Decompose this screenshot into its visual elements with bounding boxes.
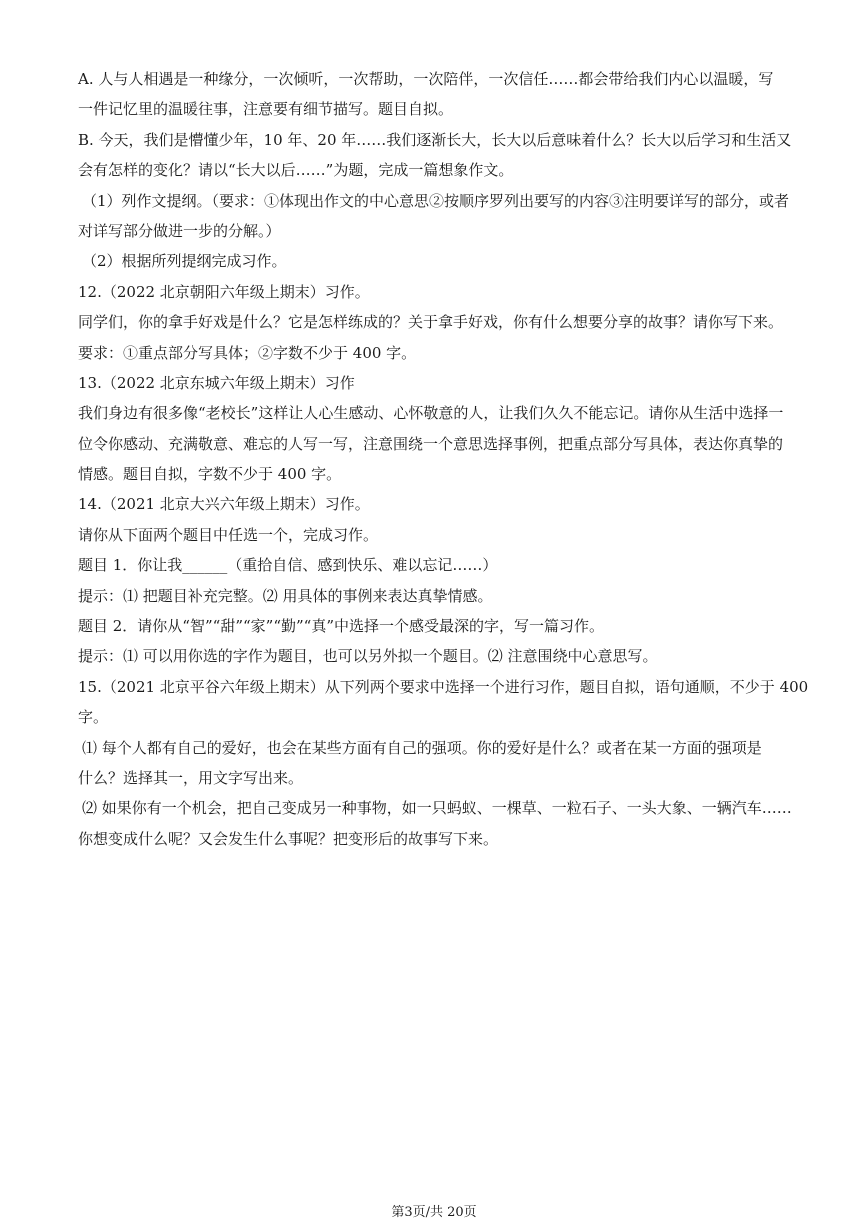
text-line: ⑴ 每个人都有自己的爱好，也会在某些方面有自己的强项。你的爱好是什么？或者在某一方面的强项是 xyxy=(82,738,762,757)
text-line: 一件记忆里的温暖往事，注意要有细节描写。题目自拟。 xyxy=(78,100,454,119)
text-line: 位令你感动、充满敬意、难忘的人写一写，注意围绕一个意思选择事例，把重点部分写具体，表达你真挚的 xyxy=(78,434,784,453)
text-line: 提示：⑴ 可以用你选的字作为题目，也可以另外拟一个题目。⑵ 注意围绕中心意思写。 xyxy=(78,647,658,666)
text-line: 对详写部分做进一步的分解。） xyxy=(78,221,281,240)
text-line: 字。 xyxy=(78,708,109,727)
text-line: ⑵ 如果你有一个机会，把自己变成另一种事物，如一只蚂蚁、一棵草、一粒石子、一头大象、一辆汽车…… xyxy=(82,799,792,818)
text-line: 你想变成什么呢？又会发生什么事呢？把变形后的故事写下来。 xyxy=(78,829,499,848)
text-line: B. 今天，我们是懵懂少年，10 年、20 年……我们逐渐长大，长大以后意味着什么？长大以后学习和生活又 xyxy=(78,130,792,149)
text-line: 什么？选择其一，用文字写出来。 xyxy=(78,768,304,787)
text-line: 请你从下面两个题目中任选一个，完成习作。 xyxy=(78,525,379,544)
document-body xyxy=(78,64,809,854)
question-heading: 15.（2021 北京平谷六年级上期末）从下列两个要求中选择一个进行习作，题目自拟，语句通顺，不少于 400 xyxy=(78,677,809,696)
text-line: 我们身边有很多像“老校长”这样让人心生感动、心怀敬意的人，让我们久久不能忘记。请你从生活中选择一 xyxy=(78,404,784,423)
text-line: 要求：①重点部分写具体；②字数不少于 400 字。 xyxy=(78,343,417,362)
question-heading: 13.（2022 北京东城六年级上期末）习作 xyxy=(78,373,355,392)
text-line: A. 人与人相遇是一种缘分，一次倾听，一次帮助，一次陪伴，一次信任……都会带给我们内心以温暖，写 xyxy=(78,70,774,88)
question-heading: 14.（2021 北京大兴六年级上期末）习作。 xyxy=(78,495,370,514)
text-line: 会有怎样的变化？请以“长大以后……”为题，完成一篇想象作文。 xyxy=(78,161,514,180)
text-line: （1）列作文提纲。（要求：①体现出作文的中心意思②按顺序罗列出要写的内容③注明要详写的部分，或者 xyxy=(82,191,790,210)
text-line: 情感。题目自拟，字数不少于 400 字。 xyxy=(78,465,342,484)
text-line: 题目 2．请你从“智”“甜”“家”“勤”“真”中选择一个感受最深的字，写一篇习作。 xyxy=(78,617,604,636)
text-line: 题目 1．你让我______（重拾自信、感到快乐、难以忘记……） xyxy=(78,556,498,575)
page-number: 第3页/共 20页 xyxy=(391,1205,477,1220)
text-line: 同学们，你的拿手好戏是什么？它是怎样练成的？关于拿手好戏，你有什么想要分享的故事？请你写下来。 xyxy=(78,313,784,332)
text-line: 提示：⑴ 把题目补充完整。⑵ 用具体的事例来表达真挚情感。 xyxy=(78,586,493,605)
question-heading: 12.（2022 北京朝阳六年级上期末）习作。 xyxy=(78,282,370,301)
text-line: （2）根据所列提纲完成习作。 xyxy=(82,252,287,271)
